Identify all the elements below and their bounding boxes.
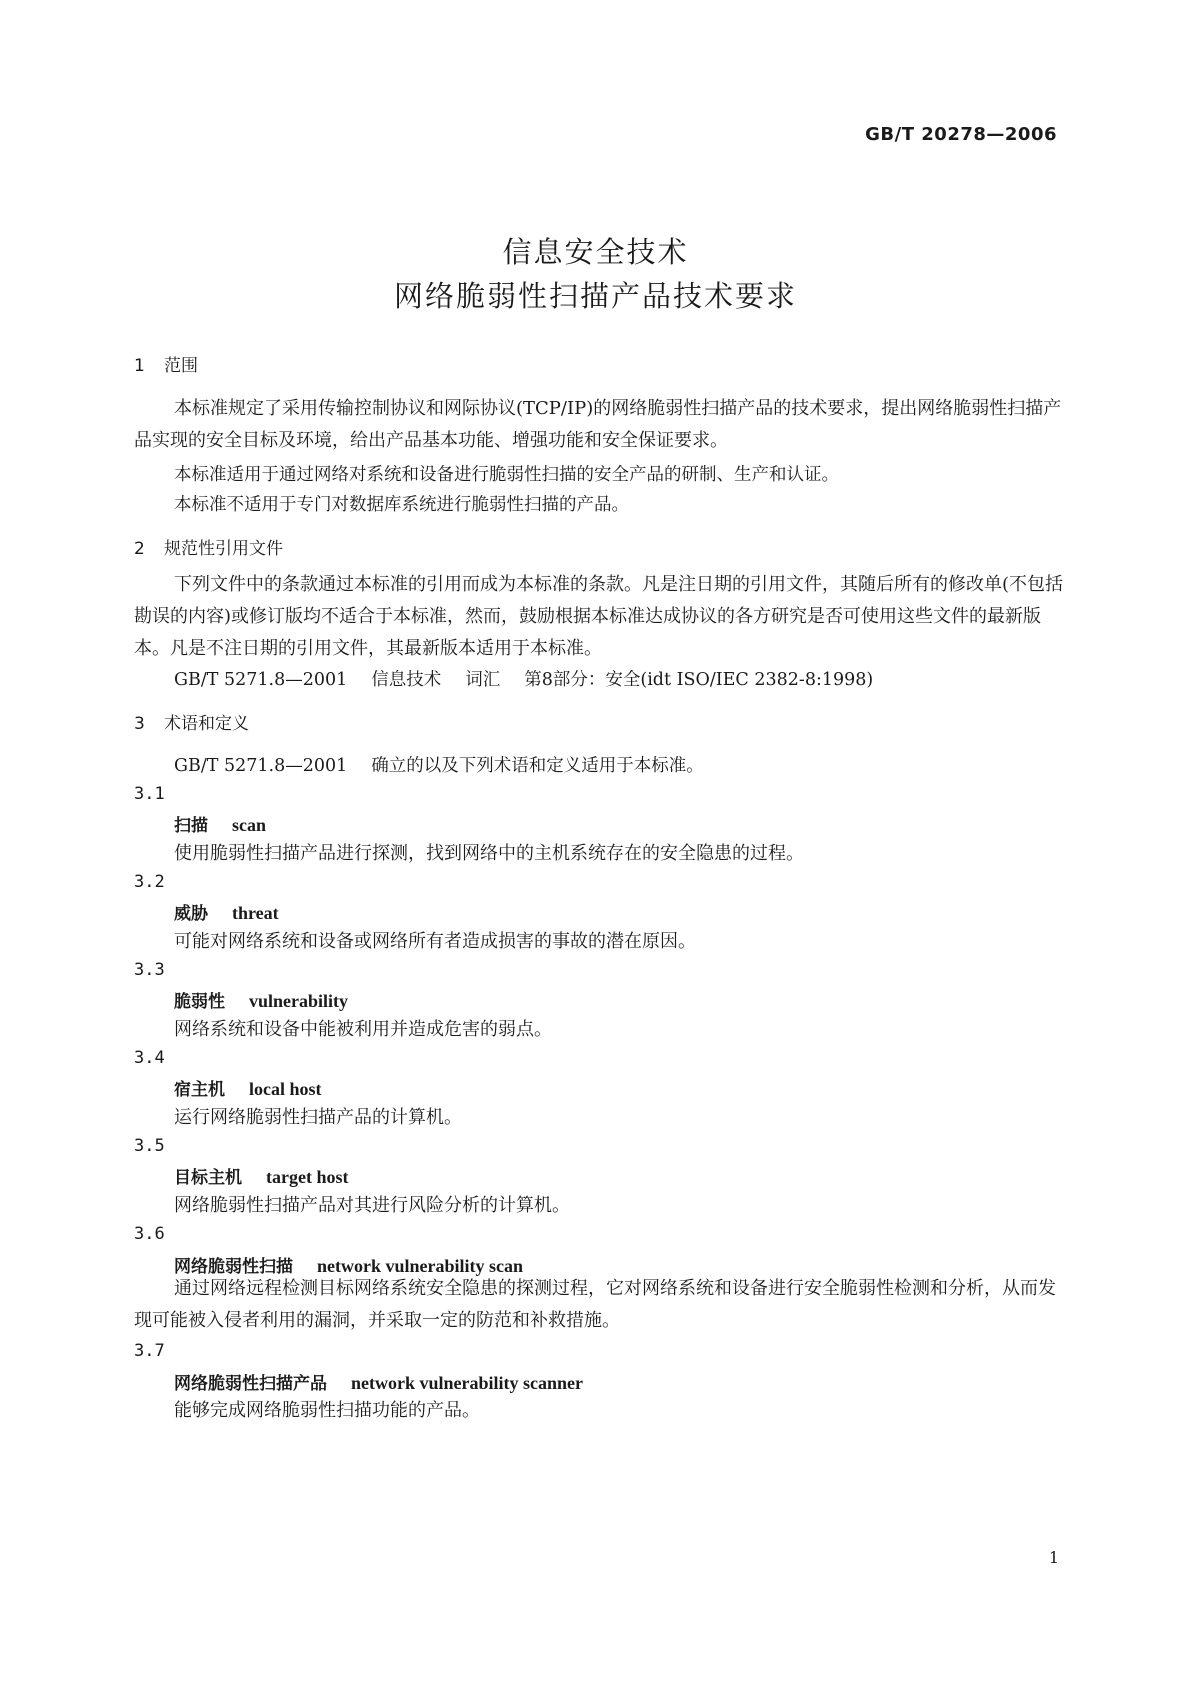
term-definition: 网络系统和设备中能被利用并造成危害的弱点。 [174, 1019, 552, 1040]
term-number: 3.1 [134, 784, 165, 804]
references-paragraph: 下列文件中的条款通过本标准的引用而成为本标准的条款。凡是注日期的引用文件，其随后所有的修改单(不包括勘误的内容)或修订版均不适合于本标准，然而，鼓励根据本标准达成协议的各方研究是否可使用这些文件的最新版本。凡是不注日期的引用文件，其最新版本适用于本标准。 [134, 574, 1064, 659]
term-en: network vulnerability scan [317, 1256, 524, 1276]
section-number: 3 [134, 714, 145, 734]
term-definition: 可能对网络系统和设备或网络所有者造成损害的事故的潜在原因。 [174, 931, 696, 952]
term-en: scan [232, 815, 267, 835]
term-zh: 网络脆弱性扫描产品 [174, 1374, 327, 1394]
section-heading-terms [134, 709, 249, 734]
standard-code: GB/T 20278—2006 [865, 124, 1057, 145]
section-title: 术语和定义 [164, 714, 249, 734]
reference-entry [174, 666, 897, 691]
term-number: 3.3 [134, 960, 165, 980]
term-heading [174, 811, 266, 836]
term-zh: 威胁 [174, 904, 208, 924]
terms-intro [174, 752, 728, 777]
term-heading [174, 899, 279, 924]
reference-name: 信息技术 [371, 670, 442, 690]
term-en: target host [266, 1167, 349, 1187]
term-definition: 通过网络远程检测目标网络系统安全隐患的探测过程，它对网络系统和设备进行安全脆弱性检测和分析，从而发现可能被入侵者利用的漏洞，并采取一定的防范和补救措施。 [134, 1278, 1056, 1331]
section-heading-references [134, 534, 283, 559]
terms-intro-code: GB/T 5271.8—2001 [174, 756, 348, 776]
term-zh: 目标主机 [174, 1168, 242, 1188]
scope-paragraph-3: 本标准不适用于专门对数据库系统进行脆弱性扫描的产品。 [174, 495, 629, 515]
page-number: 1 [1048, 1548, 1059, 1567]
term-en: network vulnerability scanner [351, 1373, 583, 1393]
term-heading [174, 1369, 583, 1394]
term-number: 3.7 [134, 1341, 165, 1361]
term-zh: 扫描 [174, 816, 208, 836]
term-number: 3.5 [134, 1136, 165, 1156]
term-en: vulnerability [249, 991, 349, 1011]
term-number: 3.2 [134, 872, 165, 892]
section-title: 规范性引用文件 [164, 539, 283, 559]
section-title: 范围 [164, 356, 198, 376]
reference-code: GB/T 5271.8—2001 [174, 670, 348, 690]
term-number: 3.6 [134, 1224, 165, 1244]
terms-intro-text: 确立的以及下列术语和定义适用于本标准。 [371, 756, 704, 776]
term-definition: 运行网络脆弱性扫描产品的计算机。 [174, 1107, 462, 1128]
term-definition: 能够完成网络脆弱性扫描功能的产品。 [174, 1400, 480, 1421]
term-heading [174, 1075, 322, 1100]
title-line-1: 信息安全技术 [502, 235, 689, 269]
term-heading [174, 987, 348, 1012]
section-number: 1 [134, 356, 145, 376]
reference-part: 第8部分：安全(idt ISO/IEC 2382-8:1998) [524, 670, 874, 690]
title-line-2: 网络脆弱性扫描产品技术要求 [393, 279, 797, 313]
term-definition: 网络脆弱性扫描产品对其进行风险分析的计算机。 [174, 1195, 570, 1216]
scope-paragraph-2: 本标准适用于通过网络对系统和设备进行脆弱性扫描的安全产品的研制、生产和认证。 [174, 465, 839, 485]
term-heading [174, 1163, 348, 1188]
term-en: local host [249, 1079, 322, 1099]
section-heading-scope [134, 351, 198, 376]
scope-paragraph-1: 本标准规定了采用传输控制协议和网际协议(TCP/IP)的网络脆弱性扫描产品的技术要求，提出网络脆弱性扫描产品实现的安全目标及环境，给出产品基本功能、增强功能和安全保证要求。 [134, 398, 1062, 451]
term-zh: 宿主机 [174, 1080, 225, 1100]
term-zh: 脆弱性 [174, 992, 225, 1012]
term-en: threat [232, 903, 279, 923]
term-number: 3.4 [134, 1048, 165, 1068]
reference-vocab: 词汇 [465, 670, 501, 690]
term-zh: 网络脆弱性扫描 [174, 1257, 293, 1277]
term-definition: 使用脆弱性扫描产品进行探测，找到网络中的主机系统存在的安全隐患的过程。 [174, 843, 804, 864]
section-number: 2 [134, 539, 145, 559]
